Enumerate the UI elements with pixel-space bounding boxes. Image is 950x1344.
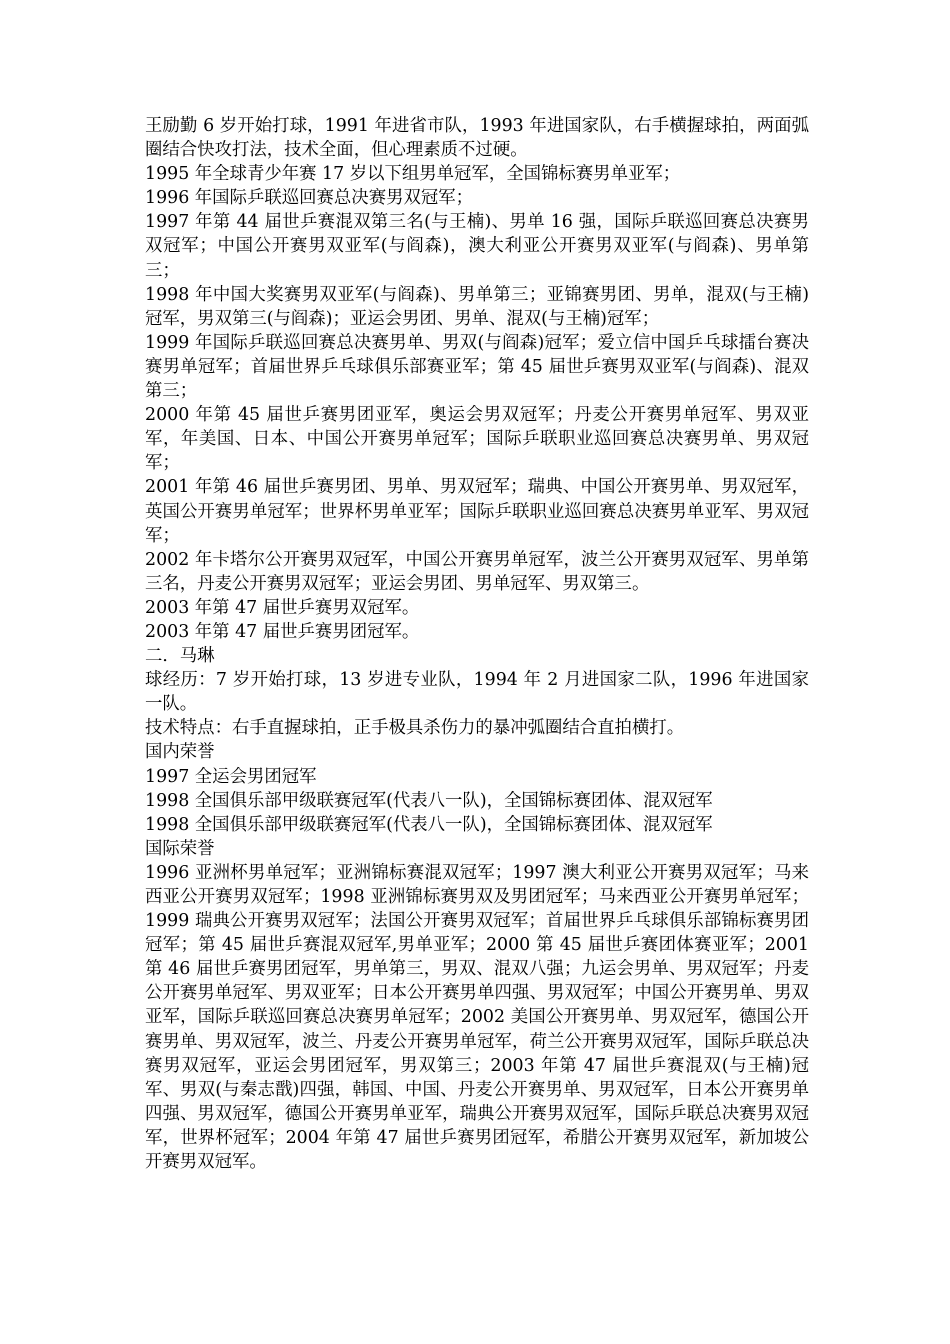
document-body: [145, 114, 809, 1174]
paragraph-career: 球经历：7 岁开始打球，13 岁进专业队，1994 年 2 月进国家二队，1996 年进国家一队。: [145, 670, 809, 715]
paragraph-1995: 1995 年全球青少年赛 17 岁以下组男单冠军，全国锦标赛男单亚军；: [145, 164, 681, 185]
paragraph-1996: 1996 年国际乒联巡回赛总决赛男双冠军；: [145, 188, 474, 209]
paragraph-technique: 技术特点：右手直握球拍，正手极具杀伤力的暴冲弧圈结合直拍横打。: [145, 718, 685, 739]
paragraph-domestic-1998-a: 1998 全国俱乐部甲级联赛冠军(代表八一队)，全国锦标赛团体、混双冠军: [145, 790, 713, 811]
paragraph-international-honors: 1996 亚洲杯男单冠军；亚洲锦标赛混双冠军；1997 澳大利亚公开赛男双冠军；马来西亚公开赛男双冠军；1998 亚洲锦标赛男双及男团冠军；马来西亚公开赛男单冠军；1999 瑞典公开赛男双冠军；法国公开赛男双冠军；首届世界乒乓球俱乐部锦标赛男团冠军；第 45 届世乒赛混双冠军,男单亚军；2000 第 45 届世乒赛团体赛亚军；2001 第 46 届世乒赛男团冠军，男单第三，男双、混双八强；九运会男单、男双冠军；丹麦公开赛男单冠军、男双亚军；日本公开赛男单四强、男双冠军；中国公开赛男单、男双亚军，国际乒联巡回赛总决赛男单冠军；2002 美国公开赛男单、男双冠军，德国公开赛男单、男双冠军，波兰、丹麦公开赛男单冠军，荷兰公开赛男双冠军，国际乒联总决赛男双冠军，亚运会男团冠军，男双第三；2003 年第 47 届世乒赛混双(与王楠)冠军、男双(与秦志戬)四强，韩国、中国、丹麦公开赛男单、男双冠军，日本公开赛男单四强、男双冠军，德国公开赛男单亚军，瑞典公开赛男双冠军，国际乒联总决赛男双冠军，世界杯冠军；2004 年第 47 届世乒赛男团冠军，希腊公开赛男双冠军，新加坡公开赛男双冠军。: [145, 862, 809, 1173]
paragraph-wang-liqin-intro: 王励勤 6 岁开始打球，1991 年进省市队，1993 年进国家队，右手横握球拍，两面弧圈结合快攻打法，技术全面，但心理素质不过硬。: [145, 116, 809, 161]
paragraph-1999: 1999 年国际乒联巡回赛总决赛男单、男双(与阎森)冠军；爱立信中国乒乓球擂台赛决赛男单冠军；首届世界乒乓球俱乐部赛亚军；第 45 届世乒赛男双亚军(与阎森)、混双第三；: [145, 332, 809, 402]
paragraph-2003-doubles: 2003 年第 47 届世乒赛男双冠军。: [145, 597, 420, 618]
subheading-international-honors: 国际荣誉: [145, 838, 215, 859]
subheading-domestic-honors: 国内荣誉: [145, 742, 215, 763]
paragraph-2001: 2001 年第 46 届世乒赛男团、男单、男双冠军；瑞典、中国公开赛男单、男双冠军，英国公开赛男单冠军；世界杯男单亚军；国际乒联职业巡回赛总决赛男单亚军、男双冠军；: [145, 477, 809, 546]
paragraph-domestic-1997: 1997 全运会男团冠军: [145, 766, 317, 787]
paragraph-1997: 1997 年第 44 届世乒赛混双第三名(与王楠)、男单 16 强，国际乒联巡回赛总决赛男双冠军；中国公开赛男双亚军(与阎森)，澳大利亚公开赛男双亚军(与阎森)、男单第三；: [145, 212, 809, 281]
paragraph-domestic-1998-b: 1998 全国俱乐部甲级联赛冠军(代表八一队)，全国锦标赛团体、混双冠军: [145, 814, 713, 835]
paragraph-2002: 2002 年卡塔尔公开赛男双冠军，中国公开赛男单冠军，波兰公开赛男双冠军、男单第三名，丹麦公开赛男双冠军；亚运会男团、男单冠军、男双第三。: [145, 549, 809, 594]
paragraph-2003-team: 2003 年第 47 届世乒赛男团冠军。: [145, 621, 420, 642]
paragraph-2000: 2000 年第 45 届世乒赛男团亚军，奥运会男双冠军；丹麦公开赛男单冠军、男双亚军，年美国、日本、中国公开赛男单冠军；国际乒联职业巡回赛总决赛男单、男双冠军；: [145, 405, 809, 474]
paragraph-1998: 1998 年中国大奖赛男双亚军(与阎森)、男单第三；亚锦赛男团、男单，混双(与王楠)冠军，男双第三(与阎森)；亚运会男团、男单、混双(与王楠)冠军；: [145, 284, 809, 329]
section-heading-ma-lin: 二．马琳: [145, 646, 215, 667]
